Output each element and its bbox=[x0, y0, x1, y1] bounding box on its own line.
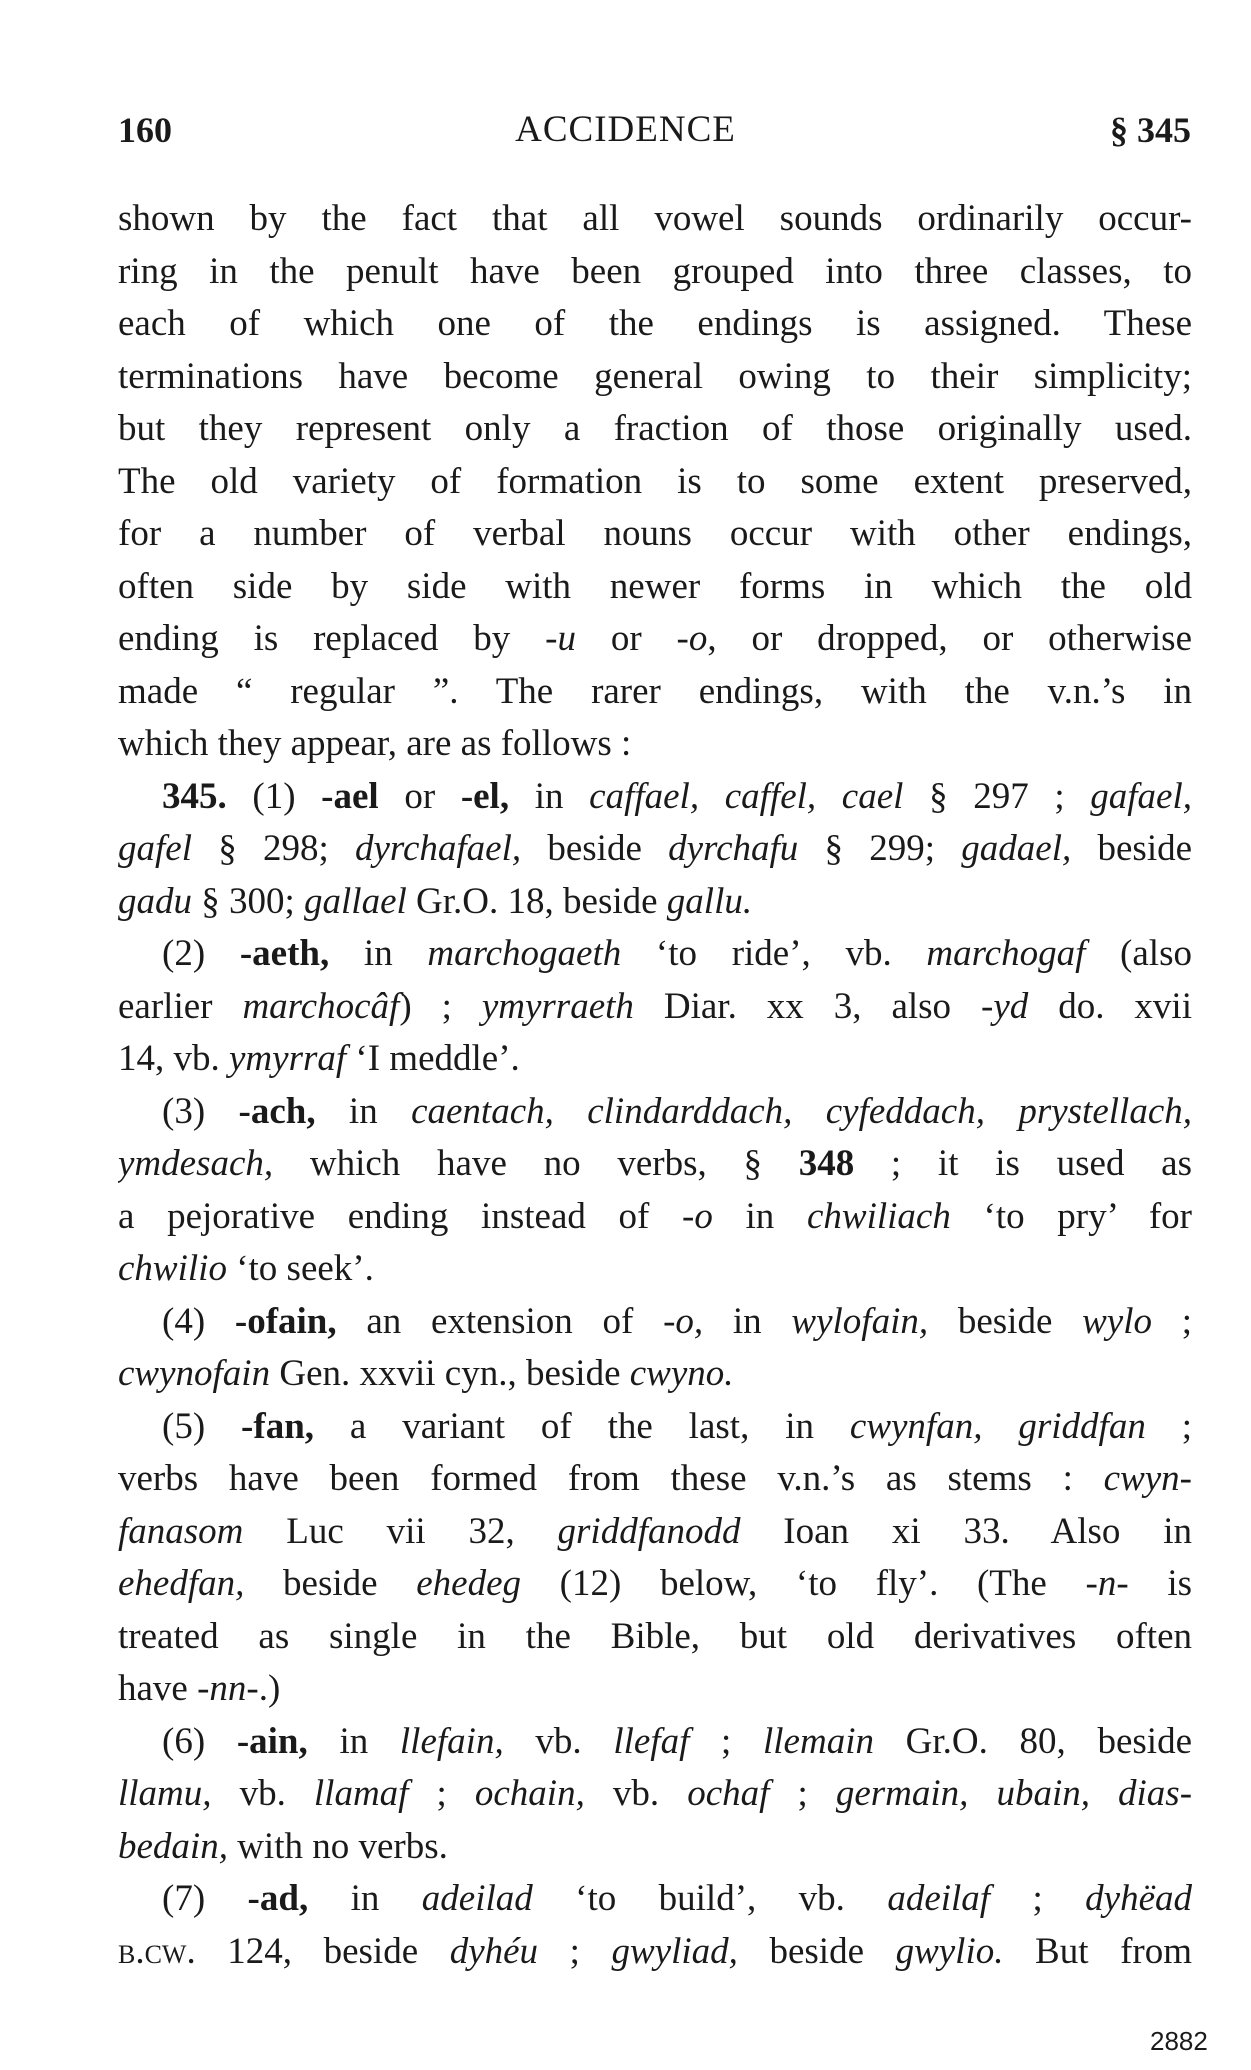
text-run: (12) below, ‘to fly’. (The bbox=[521, 1563, 1086, 1604]
italic-term: ymyrraeth bbox=[481, 985, 634, 1027]
text-line bbox=[118, 1296, 1192, 1349]
text-run: ‘to pry’ for bbox=[950, 1195, 1192, 1237]
text-run: in bbox=[703, 1300, 792, 1342]
italic-term: caffael, caffel, cael bbox=[589, 775, 904, 817]
text-run: in bbox=[329, 933, 428, 974]
text-line bbox=[118, 561, 1192, 614]
text-line bbox=[118, 823, 1192, 876]
text-run: ; it is used as bbox=[854, 1143, 1192, 1184]
text-line bbox=[118, 1611, 1192, 1664]
text-line bbox=[118, 613, 1192, 666]
text-run: made “ regular ”. The rarer endings, with the v.n.’s in bbox=[118, 670, 1192, 712]
text-line bbox=[118, 771, 1192, 824]
paragraph bbox=[118, 1296, 1192, 1401]
bold-label: -ain, bbox=[236, 1720, 308, 1762]
italic-term: dyhéu bbox=[449, 1930, 539, 1972]
text-run: (4) bbox=[162, 1300, 235, 1342]
text-line bbox=[118, 1768, 1192, 1821]
text-line bbox=[118, 508, 1192, 561]
italic-term: griddfanodd bbox=[557, 1510, 741, 1552]
text-line bbox=[118, 1033, 1192, 1086]
italic-term: -n- bbox=[1085, 1563, 1129, 1604]
text-run: Ioan xi 33. Also in bbox=[740, 1510, 1192, 1552]
text-run: § 298; bbox=[191, 828, 355, 869]
text-run: is bbox=[1128, 1563, 1192, 1604]
text-run: a variant of the last, in bbox=[314, 1405, 850, 1447]
italic-term: gadu bbox=[118, 880, 192, 922]
text-run: with no verbs. bbox=[227, 1825, 448, 1867]
italic-term: ochaf bbox=[687, 1773, 770, 1814]
text-run: ; bbox=[689, 1720, 763, 1762]
text-run: 14, vb. bbox=[118, 1038, 229, 1079]
text-run: beside bbox=[928, 1300, 1083, 1342]
text-run: (2) bbox=[162, 933, 240, 974]
text-run: in bbox=[509, 775, 590, 817]
running-title: ACCIDENCE bbox=[515, 109, 736, 150]
text-run: ; bbox=[769, 1773, 836, 1814]
italic-term: gwyliad, bbox=[611, 1930, 738, 1972]
italic-term: -nn- bbox=[197, 1668, 259, 1709]
text-run: Luc vii 32, bbox=[243, 1510, 558, 1552]
scan-number: 2882 bbox=[1150, 2026, 1208, 2056]
text-line bbox=[118, 1453, 1192, 1506]
bold-label: 348 bbox=[798, 1143, 855, 1184]
italic-term: ochain, bbox=[474, 1773, 585, 1814]
section-marker: § 345 bbox=[1110, 110, 1191, 150]
text-line bbox=[118, 1663, 1192, 1716]
italic-term: cwynfan, griddfan bbox=[849, 1405, 1146, 1447]
text-line bbox=[118, 1873, 1192, 1926]
text-run: .) bbox=[258, 1668, 281, 1709]
text-run: in bbox=[308, 1878, 422, 1919]
italic-term: llamaf bbox=[313, 1773, 409, 1814]
bold-label: -ael bbox=[321, 775, 379, 817]
italic-term: llemain bbox=[763, 1720, 874, 1762]
text-line bbox=[118, 876, 1192, 929]
italic-term: dyhëad bbox=[1085, 1878, 1192, 1919]
text-run: beside bbox=[737, 1930, 896, 1972]
text-run: ) ; bbox=[399, 985, 482, 1027]
text-line bbox=[118, 456, 1192, 509]
text-line bbox=[118, 246, 1192, 299]
italic-term: adeilad bbox=[421, 1878, 533, 1919]
text-run: beside bbox=[521, 828, 669, 869]
italic-term: -o bbox=[682, 1195, 713, 1237]
text-run: Gr.O. 80, beside bbox=[873, 1720, 1192, 1762]
text-run: in bbox=[712, 1195, 807, 1237]
text-run: do. xvii bbox=[1028, 985, 1192, 1027]
text-run: often side by side with newer forms in which the old bbox=[118, 565, 1192, 607]
italic-term: gafael, bbox=[1090, 775, 1192, 817]
italic-term: chwiliach bbox=[806, 1195, 951, 1237]
text-run: (also bbox=[1085, 933, 1192, 974]
paragraph bbox=[118, 193, 1192, 771]
text-run: in bbox=[307, 1720, 400, 1762]
text-run: shown by the fact that all vowel sounds ordinarily occur- bbox=[118, 198, 1192, 239]
page-number: 160 bbox=[118, 110, 172, 150]
text-run: which have no verbs, § bbox=[273, 1143, 799, 1184]
italic-term: germain, ubain, dias- bbox=[835, 1773, 1192, 1814]
text-run: but they represent only a fraction of those originally used. bbox=[118, 408, 1192, 449]
italic-term: ehedfan, bbox=[118, 1563, 245, 1604]
text-run: (5) bbox=[162, 1405, 242, 1447]
text-run: which they appear, are as follows : bbox=[118, 723, 632, 764]
text-line bbox=[118, 1716, 1192, 1769]
italic-term: dyrchafael, bbox=[355, 828, 522, 869]
italic-term: dyrchafu bbox=[668, 828, 799, 869]
bold-label: -fan, bbox=[241, 1405, 315, 1447]
text-run: § 299; bbox=[798, 828, 962, 869]
text-line bbox=[118, 1086, 1192, 1139]
italic-term: gadael, bbox=[961, 828, 1072, 869]
text-run: beside bbox=[1071, 828, 1192, 869]
text-line bbox=[118, 1401, 1192, 1454]
italic-term: -yd bbox=[981, 985, 1029, 1027]
italic-term: marchogaeth bbox=[427, 933, 622, 974]
italic-term: fanasom bbox=[118, 1510, 244, 1552]
bold-label: 345. bbox=[162, 775, 227, 817]
text-run: ; bbox=[408, 1773, 475, 1814]
italic-term: wylo bbox=[1082, 1300, 1152, 1342]
text-run: (3) bbox=[162, 1090, 239, 1132]
text-run: But from bbox=[1003, 1930, 1192, 1972]
italic-term: adeilaf bbox=[887, 1878, 991, 1919]
text-run: or bbox=[575, 618, 677, 659]
text-run: Diar. xx 3, also bbox=[633, 985, 982, 1027]
text-run: § 297 ; bbox=[903, 775, 1091, 817]
bold-label: -ad, bbox=[247, 1878, 309, 1919]
text-line bbox=[118, 403, 1192, 456]
text-line bbox=[118, 298, 1192, 351]
text-run: for a number of verbal nouns occur with other endings, bbox=[118, 513, 1192, 554]
bold-label: -el, bbox=[460, 775, 510, 817]
italic-term: marchocâf bbox=[242, 985, 400, 1027]
text-run: an extension of bbox=[336, 1300, 664, 1342]
italic-term: gallu. bbox=[666, 880, 753, 922]
italic-term: llefain, bbox=[399, 1720, 504, 1762]
text-run: vb. bbox=[503, 1720, 614, 1762]
text-line bbox=[118, 1506, 1192, 1559]
paragraph bbox=[118, 1401, 1192, 1716]
italic-term: cwyno. bbox=[629, 1353, 734, 1394]
text-run: ; bbox=[990, 1878, 1086, 1919]
italic-term: gwylio. bbox=[895, 1930, 1004, 1972]
italic-term: marchogaf bbox=[926, 933, 1086, 974]
text-line bbox=[118, 193, 1192, 246]
text-run: beside bbox=[244, 1563, 417, 1604]
text-run: a pejorative ending instead of bbox=[118, 1195, 683, 1237]
text-run: 124, beside bbox=[195, 1930, 450, 1972]
text-line bbox=[118, 981, 1192, 1034]
text-run: terminations have become general owing to their simplicity; bbox=[118, 355, 1192, 397]
italic-term: wylofain, bbox=[791, 1300, 929, 1342]
text-line bbox=[118, 1821, 1192, 1874]
text-run: treated as single in the Bible, but old derivatives often bbox=[118, 1615, 1192, 1657]
italic-term: gallael bbox=[304, 880, 407, 922]
bold-label: -ofain, bbox=[234, 1300, 337, 1342]
italic-term: cwyn- bbox=[1103, 1458, 1192, 1499]
text-run: (7) bbox=[162, 1878, 248, 1919]
text-line bbox=[118, 1191, 1192, 1244]
text-line bbox=[118, 1138, 1192, 1191]
paragraph bbox=[118, 928, 1192, 1086]
text-run: in bbox=[315, 1090, 412, 1132]
italic-term: ymyrraf bbox=[229, 1038, 347, 1079]
bold-label: -ach, bbox=[238, 1090, 316, 1132]
text-run: each of which one of the endings is assigned. These bbox=[118, 303, 1192, 344]
text-run: (6) bbox=[162, 1720, 237, 1762]
text-run: ending is replaced by bbox=[118, 618, 546, 659]
text-line bbox=[118, 1558, 1192, 1611]
paragraph bbox=[118, 1086, 1192, 1296]
text-line bbox=[118, 928, 1192, 981]
text-line bbox=[118, 351, 1192, 404]
text-run: vb. bbox=[584, 1773, 688, 1814]
text-run: § 300; bbox=[192, 880, 305, 922]
text-run: ‘to build’, vb. bbox=[532, 1878, 888, 1919]
text-run: ; bbox=[1145, 1405, 1192, 1447]
text-line bbox=[118, 666, 1192, 719]
body-text bbox=[118, 193, 1192, 1978]
text-run: (1) bbox=[226, 775, 322, 817]
text-run: ‘to ride’, vb. bbox=[621, 933, 927, 974]
italic-term: llamu, bbox=[118, 1773, 212, 1814]
italic-term: -o, bbox=[663, 1300, 704, 1342]
text-run: have bbox=[118, 1668, 198, 1709]
italic-term: caentach, clindarddach, cyfeddach, prystellach, bbox=[411, 1090, 1192, 1132]
italic-term: llefaf bbox=[613, 1720, 690, 1762]
paragraph bbox=[118, 771, 1192, 929]
text-run: ‘I meddle’. bbox=[346, 1038, 520, 1079]
text-run: The old variety of formation is to some extent preserved, bbox=[118, 460, 1192, 502]
text-run: ; bbox=[538, 1930, 612, 1972]
text-run: ; bbox=[1152, 1300, 1192, 1342]
italic-term: ehedeg bbox=[416, 1563, 521, 1604]
text-line bbox=[118, 1348, 1192, 1401]
text-line bbox=[118, 718, 1192, 771]
text-run: ‘to seek’. bbox=[226, 1248, 374, 1289]
text-run: Gr.O. 18, beside bbox=[406, 880, 667, 922]
text-run: verbs have been formed from these v.n.’s as stems : bbox=[118, 1458, 1104, 1499]
small-caps-abbrev: b.cw. bbox=[118, 1930, 196, 1972]
text-line bbox=[118, 1926, 1192, 1979]
italic-term: gafel bbox=[118, 828, 192, 869]
italic-term: -u bbox=[545, 618, 576, 659]
paragraph bbox=[118, 1716, 1192, 1874]
bold-label: -aeth, bbox=[239, 933, 330, 974]
text-run: ring in the penult have been grouped into three classes, to bbox=[118, 250, 1192, 292]
paragraph bbox=[118, 1873, 1192, 1978]
text-run: Gen. xxvii cyn., beside bbox=[270, 1353, 630, 1394]
italic-term: bedain, bbox=[118, 1825, 228, 1867]
text-run: or bbox=[378, 775, 461, 817]
text-run: earlier bbox=[118, 985, 243, 1027]
italic-term: ymdesach, bbox=[118, 1143, 274, 1184]
text-line bbox=[118, 1243, 1192, 1296]
text-run: vb. bbox=[211, 1773, 314, 1814]
text-run: , or dropped, or otherwise bbox=[707, 618, 1192, 659]
italic-term: chwilio bbox=[118, 1248, 227, 1289]
italic-term: cwynofain bbox=[118, 1353, 271, 1394]
italic-term: -o bbox=[676, 618, 708, 659]
